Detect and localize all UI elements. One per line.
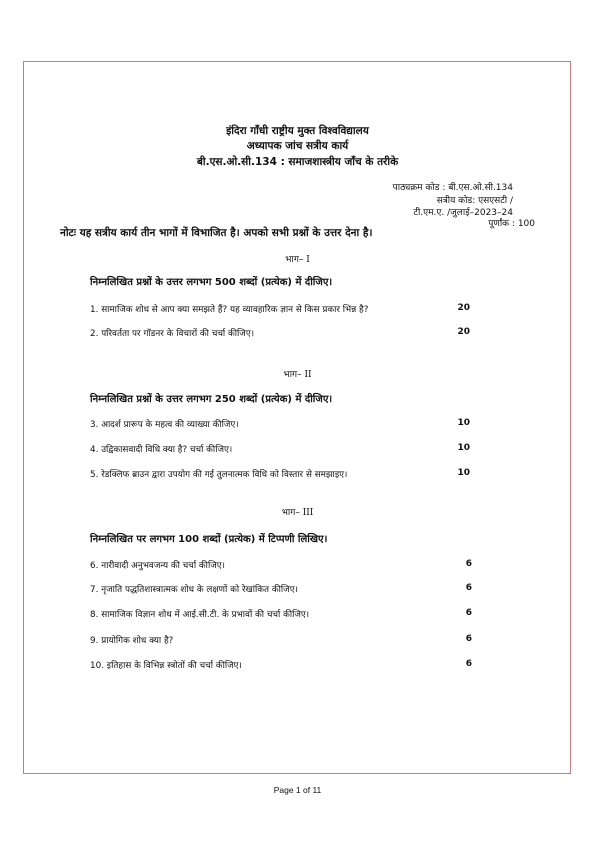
- question-marks: 20: [457, 327, 470, 337]
- question: 6. नारीवादी अनुभवजन्य की चर्चा कीजिए।: [90, 561, 225, 571]
- note: नोटः यह सत्रीय कार्य तीन भागों में विभाजित है। अपको सभी प्रश्नों के उत्तर देना है।: [60, 227, 373, 239]
- question-marks: 10: [457, 468, 470, 478]
- page-number: Page 1 of 11: [273, 785, 322, 795]
- question-marks: 20: [457, 303, 470, 313]
- question-marks: 10: [457, 443, 470, 453]
- question: 2. परिवर्तता पर गॉडनर के विचारों की चर्चा कीजिए।: [90, 329, 255, 339]
- assignment-code: सत्रीय कोड: एसएसटी /: [436, 196, 513, 206]
- question: 9. प्रायोगिक शोध क्या है?: [90, 636, 174, 646]
- section-title: भाग– I: [285, 255, 310, 265]
- max-marks: पूर्णांक : 100: [488, 219, 535, 229]
- question-marks: 6: [465, 608, 472, 618]
- section-instruction: निम्नलिखित प्रश्नों के उत्तर लगभग 500 शब्दों (प्रत्येक) में दीजिए।: [90, 277, 333, 288]
- section-instruction: निम्नलिखित पर लगभग 100 शब्दों (प्रत्येक) में टिप्पणी लिखिए।: [90, 534, 328, 545]
- question-marks: 6: [465, 634, 472, 644]
- course-code: पाठ्यक्रम कोड : बी.एस.ओ.सी.134: [392, 183, 513, 193]
- question-marks: 6: [465, 583, 472, 593]
- course-title: बी.एस.ओ.सी.134 : समाजशास्त्रीय जाँच के तरीके: [196, 156, 399, 168]
- section-instruction: निम्नलिखित प्रश्नों के उत्तर लगभग 250 शब्दों (प्रत्येक) में दीजिए।: [90, 394, 333, 405]
- university-name: इंदिरा गाँधी राष्ट्रीय मुक्त विश्वविद्यालय: [226, 125, 369, 137]
- question: 1. सामाजिक शोध से आप क्या समझते हैं? यह व्यावहारिक ज्ञान से किस प्रकार भिन्न है?: [90, 305, 369, 315]
- question: 10. इतिहास के विभिन्न स्त्रोतों की चर्चा कीजिए।: [90, 661, 242, 671]
- question-marks: 6: [465, 659, 472, 669]
- section-title: भाग– II: [283, 370, 312, 380]
- question-marks: 6: [465, 559, 472, 569]
- question: 7. नृजाति पद्धतिशास्त्रात्मक शोध के लक्षणों को रेखांकित कीजिए।: [90, 585, 298, 595]
- question-marks: 10: [457, 418, 470, 428]
- question: 4. उद्विकासवादी विधि क्या है? चर्चा कीजिए।: [90, 445, 233, 455]
- section-title: भाग– III: [281, 508, 314, 518]
- tma-code: टी.एम.ए. /जुलाई–2023–24: [413, 208, 513, 218]
- assignment-title: अध्यापक जांच सत्रीय कार्य: [246, 140, 349, 152]
- question: 8. सामाजिक विज्ञान शोध में आई.सी.टी. के प्रभावों की चर्चा कीजिए।: [90, 610, 310, 620]
- question: 5. रेडक्लिफ ब्राउन द्वारा उपयोग की गई तुलनात्मक विधि को विस्तार से समझाइए।: [90, 470, 348, 480]
- question: 3. आदर्श प्रारूप के महत्व की व्याख्या कीजिए।: [90, 420, 239, 430]
